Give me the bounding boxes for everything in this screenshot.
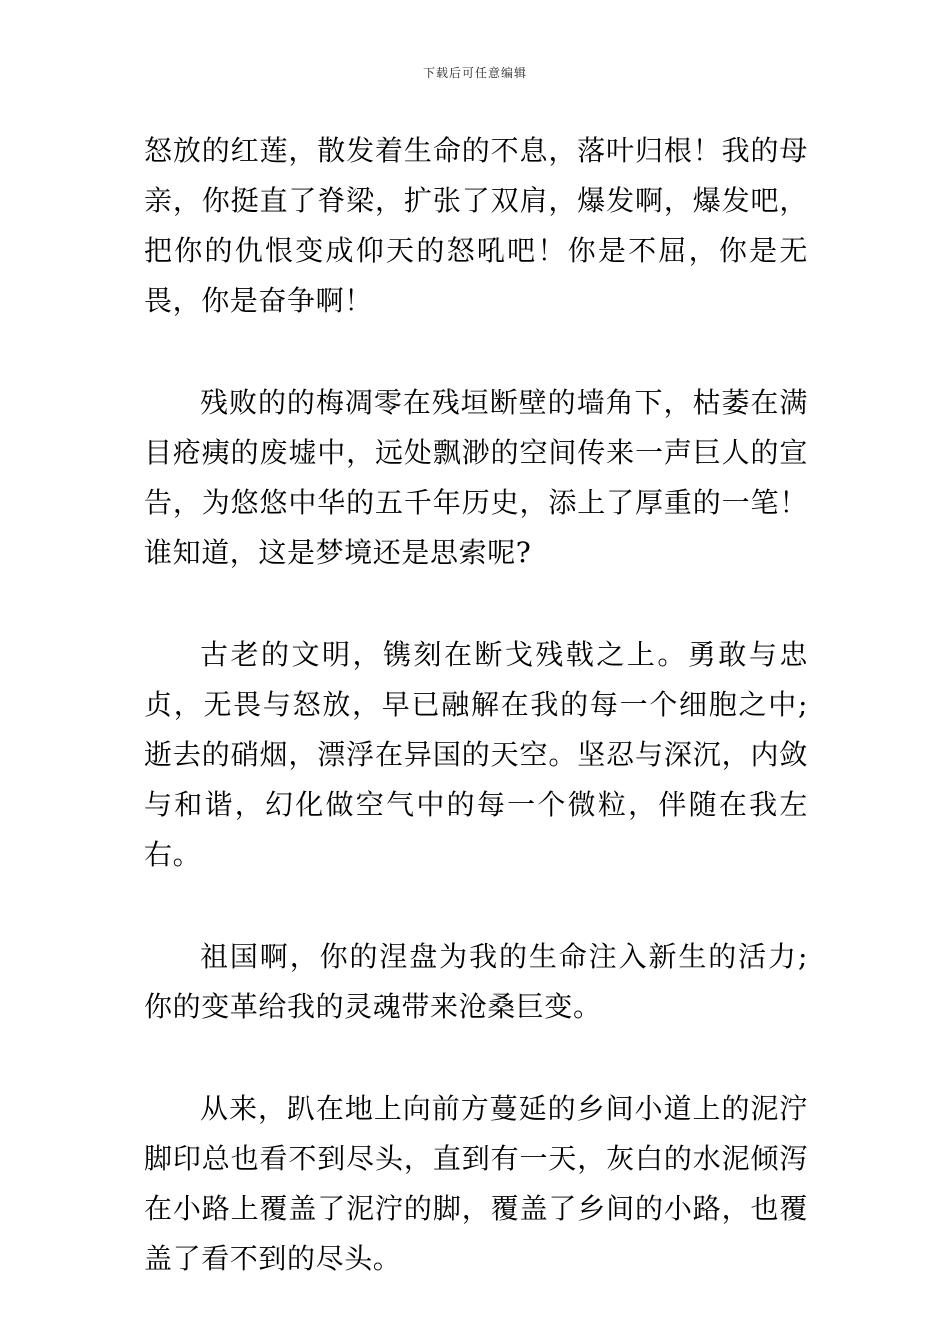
page-header: 下载后可任意编辑 bbox=[422, 66, 527, 80]
paragraph-2: 残败的的梅凋零在残垣断壁的墙角下，枯萎在满目疮痍的废墟中，远处飘渺的空间传来一声巨人的宣告，为悠悠中华的五千年历史，添上了厚重的一笔！谁知道，这是梦境还是思索呢? bbox=[144, 386, 808, 569]
paragraph-3: 古老的文明，镌刻在断戈残戟之上。勇敢与忠贞，无畏与怒放，早已融解在我的每一个细胞之中;逝去的硝烟，漂浮在异国的天空。坚忍与深沉，内敛与和谐，幻化做空气中的每一个微粒，伴随在我左右。 bbox=[144, 638, 808, 871]
paragraph-5: 从来，趴在地上向前方蔓延的乡间小道上的泥泞脚印总也看不到尽头，直到有一天，灰白的水泥倾泻在小路上覆盖了泥泞的脚，覆盖了乡间的小路，也覆盖了看不到的尽头。 bbox=[144, 1092, 808, 1275]
paragraph-gap bbox=[144, 578, 808, 630]
paragraph-1: 怒放的红莲，散发着生命的不息，落叶归根！我的母亲，你挺直了脊梁，扩张了双肩，爆发啊，爆发吧，把你的仇恨变成仰天的怒吼吧！你是不屈，你是无畏，你是奋争啊！ bbox=[144, 134, 808, 317]
paragraph-gap bbox=[144, 326, 808, 378]
paragraph-4: 祖国啊，你的涅盘为我的生命注入新生的活力;你的变革给我的灵魂带来沧桑巨变。 bbox=[144, 940, 808, 1023]
paragraph-gap bbox=[144, 880, 808, 932]
paragraph-gap bbox=[144, 1032, 808, 1084]
document-body bbox=[144, 126, 808, 1284]
